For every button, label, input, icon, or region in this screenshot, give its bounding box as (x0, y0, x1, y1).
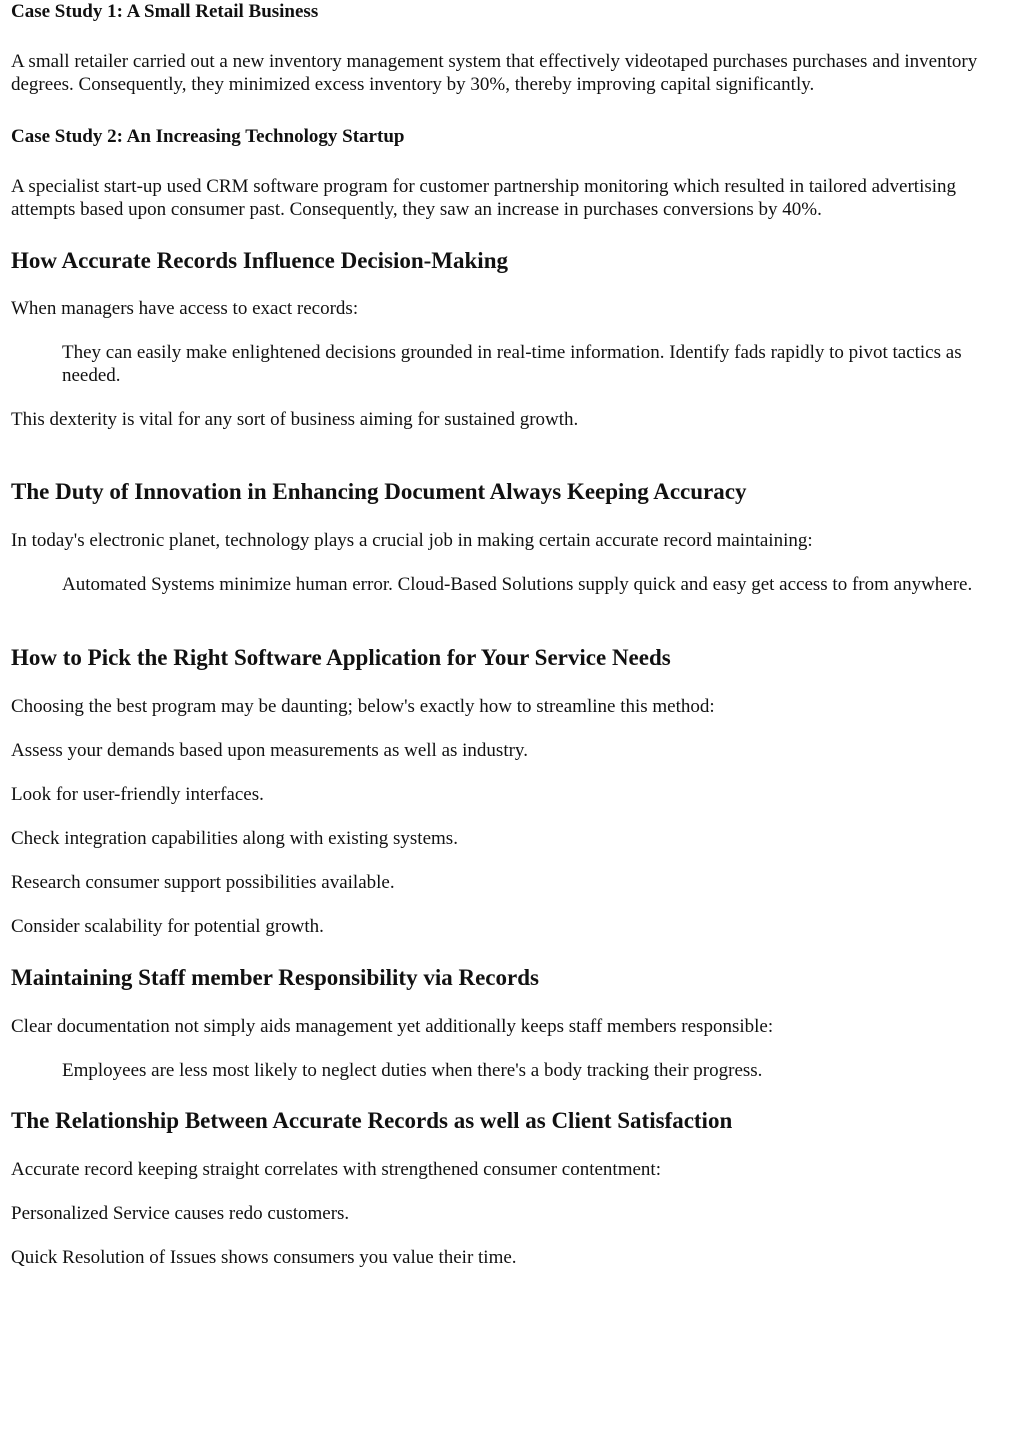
satisfaction-item: Quick Resolution of Issues shows consumers you value their time. (11, 1247, 517, 1268)
innovation-intro: In today's electronic planet, technology plays a crucial job in making certain accurate record maintaining: (11, 530, 813, 551)
software-item: Check integration capabilities along with existing systems. (11, 828, 458, 849)
innovation-heading: The Duty of Innovation in Enhancing Document Always Keeping Accuracy (11, 479, 747, 504)
decision-making-quote: They can easily make enlightened decisions grounded in real-time information. Identify fads rapidly to pivot tactics as needed. (62, 342, 962, 386)
software-intro: Choosing the best program may be daunting; below's exactly how to streamline this method: (11, 696, 715, 717)
case-study-2-title: Case Study 2: An Increasing Technology Startup (11, 126, 405, 147)
software-item: Research consumer support possibilities available. (11, 872, 395, 893)
case-study-2-body: A specialist start-up used CRM software program for customer partnership monitoring which resulted in tailored advertising attempts based upon consumer past. Consequently, they saw an increase in purchases conversions by 40%. (11, 176, 957, 220)
software-item: Consider scalability for potential growth. (11, 916, 324, 937)
decision-making-intro: When managers have access to exact records: (11, 298, 359, 319)
satisfaction-item: Personalized Service causes redo customers. (11, 1203, 350, 1224)
satisfaction-intro: Accurate record keeping straight correlates with strengthened consumer contentment: (11, 1159, 661, 1180)
software-item: Assess your demands based upon measurements as well as industry. (11, 740, 528, 761)
accountability-intro: Clear documentation not simply aids management yet additionally keeps staff members responsible: (11, 1016, 774, 1037)
accountability-quote: Employees are less most likely to neglect duties when there's a body tracking their progress. (62, 1060, 763, 1081)
software-item: Look for user-friendly interfaces. (11, 784, 264, 805)
case-study-1-title: Case Study 1: A Small Retail Business (11, 1, 319, 22)
case-study-1-body: A small retailer carried out a new inventory management system that effectively videotaped purchases purchases and inventory degrees. Consequently, they minimized excess inventory by 30%, thereby improving capital significantly. (11, 51, 978, 95)
accountability-heading: Maintaining Staff member Responsibility via Records (11, 965, 539, 990)
satisfaction-heading: The Relationship Between Accurate Records as well as Client Satisfaction (11, 1108, 733, 1133)
software-heading: How to Pick the Right Software Application for Your Service Needs (11, 645, 671, 670)
decision-making-outro: This dexterity is vital for any sort of business aiming for sustained growth. (11, 409, 579, 430)
decision-making-heading: How Accurate Records Influence Decision-Making (11, 248, 508, 273)
innovation-quote: Automated Systems minimize human error. Cloud-Based Solutions supply quick and easy get access to from anywhere. (62, 574, 973, 595)
